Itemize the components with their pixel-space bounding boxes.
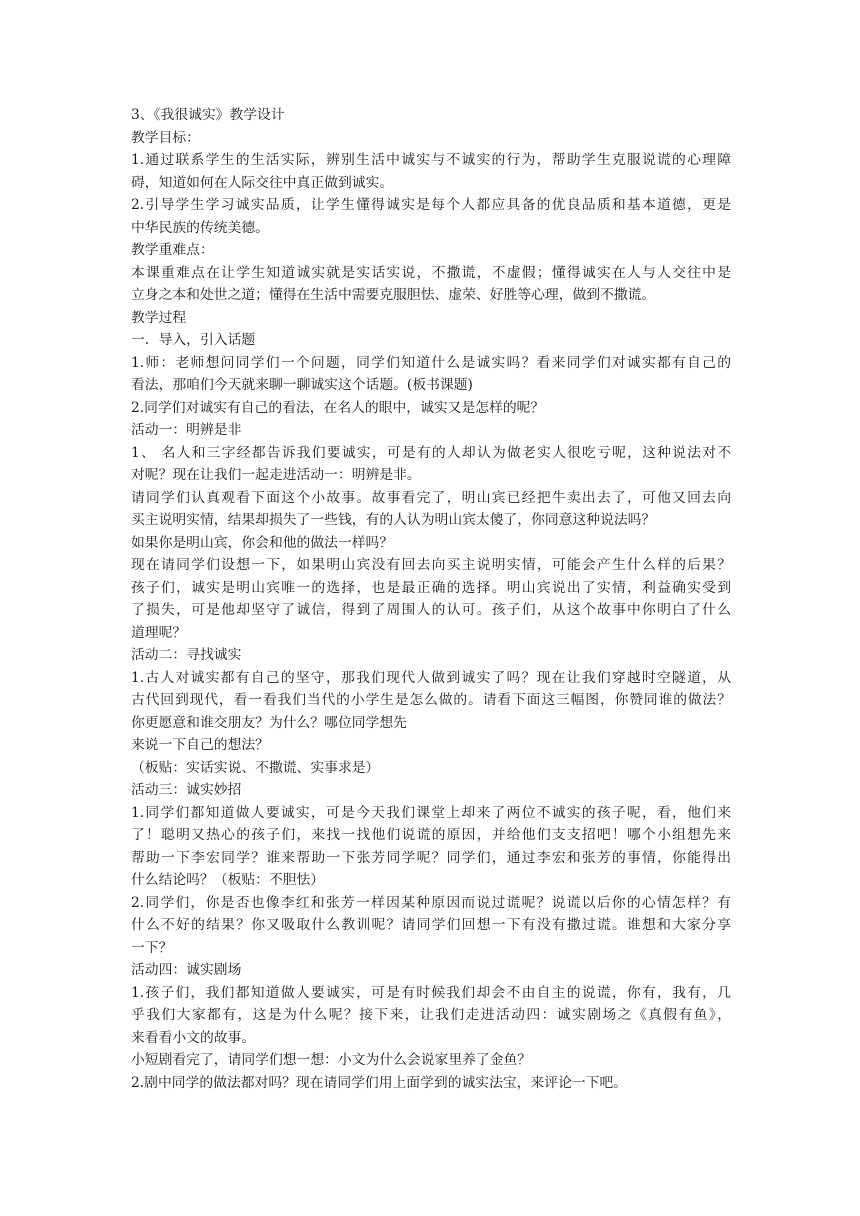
document-line: 1.古人对诚实都有自己的坚守，那我们现代人做到诚实了吗？现在让我们穿越时空隧道，从: [131, 669, 731, 686]
document-line: 古代回到现代，看一看我们当代的小学生是怎么做的。请看下面这三幅图，你赞同谁的做法？: [131, 692, 731, 708]
document-line: 买主说明实情，结果却损失了一些钱，有的人认为明山宾太傻了，你同意这种说法吗？: [131, 512, 656, 528]
document-line: 1.孩子们，我们都知道做人要诚实，可是有时候我们却会不由自主的说谎，你有，我有，几: [131, 984, 731, 1001]
document-line: 碍，知道如何在人际交往中真正做到诚实。: [131, 174, 394, 191]
document-line: 教学过程: [131, 309, 187, 326]
document-line: 帮助一下李宏同学？谁来帮助一下张芳同学呢？同学们，通过李宏和张芳的事情，你能得出: [131, 849, 731, 866]
document-line: 什么结论吗？（板贴：不胆怯）: [131, 872, 325, 888]
document-line: 中华民族的传统美德。: [131, 219, 269, 236]
document-line: 一下？: [131, 939, 173, 956]
document-line: 孩子们，诚实是明山宾唯一的选择，也是最正确的选择。明山宾说出了实情，利益确实受到: [131, 579, 731, 596]
document-line: 2.同学们对诚实有自己的看法，在名人的眼中，诚实又是怎样的呢？: [131, 399, 545, 416]
document-line: 活动二：寻找诚实: [131, 647, 242, 663]
document-line: 对呢？现在让我们一起走进活动一：明辨是非。: [131, 467, 421, 483]
document-line: 现在请同学们设想一下，如果明山宾没有回去向买主说明实情，可能会产生什么样的后果？: [131, 557, 731, 573]
document-line: 2.引导学生学习诚实品质，让学生懂得诚实是每个人都应具备的优良品质和基本道德，更是: [131, 197, 731, 213]
document-line: 2.同学们，你是否也像李红和张芳一样因某种原因而说过谎呢？说谎以后你的心情怎样？有: [131, 894, 731, 911]
document-line: 教学重难点：: [131, 242, 214, 258]
document-page: [131, 104, 731, 1094]
document-line: 小短剧看完了，请同学们想一想：小文为什么会说家里养了金鱼？: [131, 1052, 532, 1068]
document-line: 看法，那咱们今天就来聊一聊诚实这个话题。(板书课题): [131, 377, 473, 393]
document-line: 教学目标：: [131, 129, 200, 146]
document-line: 乎我们大家都有，这是为什么呢？接下来，让我们走进活动四：诚实剧场之《真假有鱼》，: [131, 1007, 731, 1023]
document-line: 你更愿意和谁交朋友？为什么？哪位同学想先: [131, 714, 407, 731]
document-line: 1.同学们都知道做人要诚实，可是今天我们课堂上却来了两位不诚实的孩子呢，看，他们来: [131, 804, 731, 821]
document-line: （板贴：实话实说、不撒谎、实事求是）: [131, 759, 380, 776]
document-line: 1.通过联系学生的生活实际，辨别生活中诚实与不诚实的行为，帮助学生克服说谎的心理障: [131, 152, 731, 168]
document-line: 请同学们认真观看下面这个小故事。故事看完了，明山宾已经把牛卖出去了，可他又回去向: [131, 489, 731, 506]
document-line: 了！聪明又热心的孩子们，来找一找他们说谎的原因，并给他们支支招吧！哪个小组想先来: [131, 827, 731, 843]
document-line: 1、 名人和三字经都告诉我们要诚实，可是有的人却认为做老实人很吃亏呢，这种说法对不: [131, 444, 731, 461]
document-line: 一．导入，引入话题: [131, 332, 256, 348]
document-line: 活动四：诚实剧场: [131, 962, 242, 978]
document-line: 来看看小文的故事。: [131, 1029, 256, 1046]
document-line: 3、《我很诚实》教学设计: [131, 107, 285, 123]
document-line: 1.师：老师想问同学们一个问题，同学们知道什么是诚实吗？看来同学们对诚实都有自己的: [131, 354, 731, 371]
document-line: 了损失，可是他却坚守了诚信，得到了周围人的认可。孩子们，从这个故事中你明白了什么: [131, 602, 731, 618]
document-line: 活动一：明辨是非: [131, 422, 242, 438]
document-line: 如果你是明山宾，你会和他的做法一样吗？: [131, 534, 394, 551]
document-line: 活动三：诚实妙招: [131, 782, 242, 798]
document-line: 立身之本和处世之道；懂得在生活中需要克服胆怯、虚荣、好胜等心理，做到不撒谎。: [131, 287, 656, 303]
document-line: 什么不好的结果？你又吸取什么教训呢？请同学们回想一下有没有撒过谎。谁想和大家分享: [131, 917, 731, 933]
document-line: 本课重难点在让学生知道诚实就是实话实说，不撒谎，不虚假；懂得诚实在人与人交往中是: [131, 264, 731, 281]
document-line: 来说一下自己的想法？: [131, 737, 269, 753]
document-line: 2.剧中同学的做法都对吗？现在请同学们用上面学到的诚实法宝，来评论一下吧。: [131, 1074, 628, 1091]
document-line: 道理呢？: [131, 624, 187, 641]
